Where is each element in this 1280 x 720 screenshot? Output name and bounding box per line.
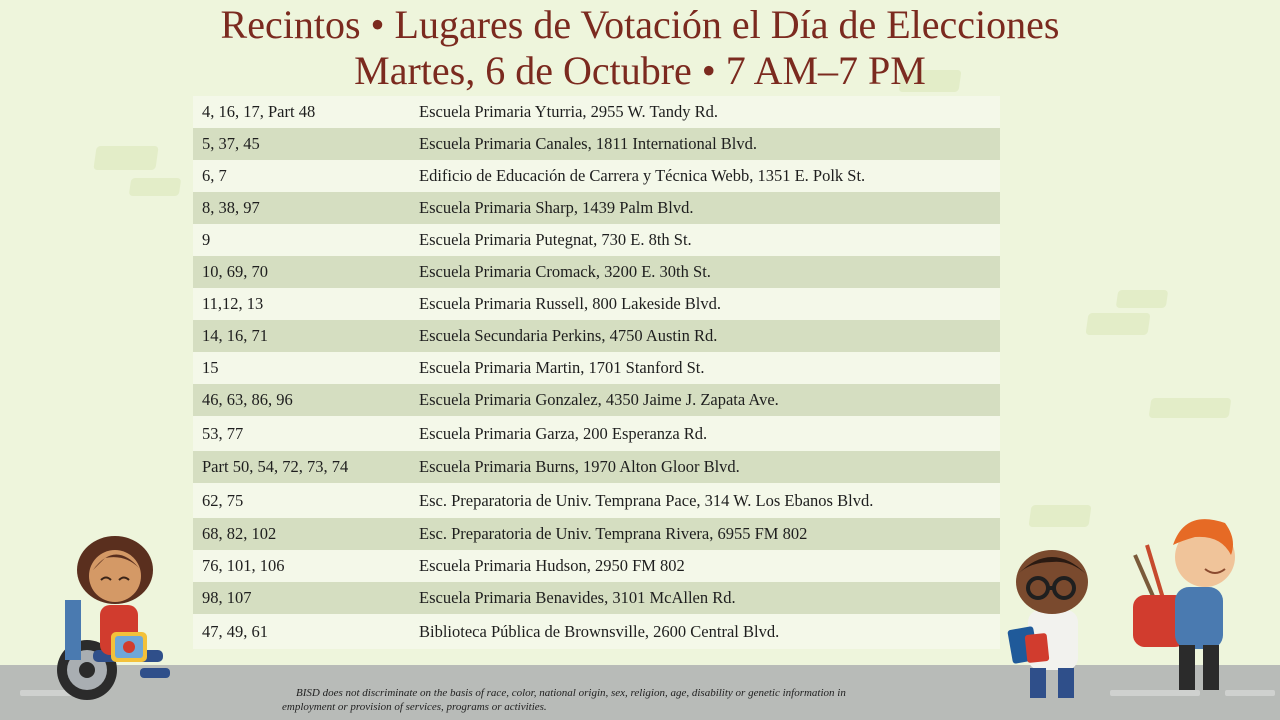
polling-location: Escuela Primaria Canales, 1811 International Blvd.: [410, 128, 1000, 160]
boy-with-backpack-icon: [1125, 515, 1245, 700]
polling-location: Esc. Preparatoria de Univ. Temprana Rivera, 6955 FM 802: [410, 518, 1000, 550]
polling-locations-table: [193, 96, 1000, 649]
table-row: [193, 483, 1000, 518]
table-row: [193, 384, 1000, 416]
precinct-numbers: 4, 16, 17, Part 48: [193, 96, 410, 128]
precinct-numbers: 68, 82, 102: [193, 518, 410, 550]
table-row: [193, 192, 1000, 224]
table-row: [193, 518, 1000, 550]
table-row: [193, 416, 1000, 451]
precinct-numbers: 14, 16, 71: [193, 320, 410, 352]
title-line-1: Recintos • Lugares de Votación el Día de Elecciones: [220, 2, 1060, 47]
disclaimer-line-2: employment or provision of services, programs or activities.: [282, 701, 547, 713]
disclaimer-line-1: BISD does not discriminate on the basis of race, color, national origin, sex, religion, age, disability or genetic information in: [296, 687, 846, 699]
background-brick: [1149, 398, 1232, 418]
background-brick: [1116, 290, 1169, 308]
precinct-numbers: 5, 37, 45: [193, 128, 410, 160]
precinct-numbers: 46, 63, 86, 96: [193, 384, 410, 416]
table-row: [193, 614, 1000, 649]
precinct-numbers: 53, 77: [193, 416, 410, 451]
polling-location: Escuela Primaria Benavides, 3101 McAllen Rd.: [410, 582, 1000, 614]
polling-location: Escuela Primaria Sharp, 1439 Palm Blvd.: [410, 192, 1000, 224]
precinct-numbers: 6, 7: [193, 160, 410, 192]
polling-location: Escuela Primaria Hudson, 2950 FM 802: [410, 550, 1000, 582]
polling-location: Escuela Primaria Gonzalez, 4350 Jaime J. Zapata Ave.: [410, 384, 1000, 416]
background-brick: [1085, 313, 1150, 335]
polling-location: Escuela Primaria Yturria, 2955 W. Tandy Rd.: [410, 96, 1000, 128]
page-title: [0, 2, 1280, 94]
table-row: [193, 160, 1000, 192]
background-brick: [129, 178, 182, 196]
precinct-numbers: 62, 75: [193, 483, 410, 518]
polling-location: Escuela Primaria Burns, 1970 Alton Gloor Blvd.: [410, 451, 1000, 483]
polling-location: Esc. Preparatoria de Univ. Temprana Pace, 314 W. Los Ebanos Blvd.: [410, 483, 1000, 518]
girl-in-wheelchair-icon: [45, 530, 190, 710]
table-row: [193, 256, 1000, 288]
table-row: [193, 320, 1000, 352]
polling-location: Biblioteca Pública de Brownsville, 2600 Central Blvd.: [410, 614, 1000, 649]
table-row: [193, 451, 1000, 483]
table-row: [193, 128, 1000, 160]
background-brick: [93, 146, 158, 170]
disclaimer: [282, 686, 982, 714]
polling-location: Escuela Primaria Putegnat, 730 E. 8th St.: [410, 224, 1000, 256]
polling-location: Escuela Primaria Martin, 1701 Stanford St.: [410, 352, 1000, 384]
precinct-numbers: 11,12, 13: [193, 288, 410, 320]
title-line-2: Martes, 6 de Octubre • 7 AM–7 PM: [354, 48, 926, 93]
precinct-numbers: Part 50, 54, 72, 73, 74: [193, 451, 410, 483]
precinct-numbers: 98, 107: [193, 582, 410, 614]
polling-location: Escuela Secundaria Perkins, 4750 Austin Rd.: [410, 320, 1000, 352]
precinct-numbers: 15: [193, 352, 410, 384]
polling-location: Escuela Primaria Cromack, 3200 E. 30th St.: [410, 256, 1000, 288]
table-row: [193, 288, 1000, 320]
polling-location: Edificio de Educación de Carrera y Técnica Webb, 1351 E. Polk St.: [410, 160, 1000, 192]
table-row: [193, 352, 1000, 384]
polling-location: Escuela Primaria Garza, 200 Esperanza Rd.: [410, 416, 1000, 451]
precinct-numbers: 10, 69, 70: [193, 256, 410, 288]
table-row: [193, 96, 1000, 128]
precinct-numbers: 8, 38, 97: [193, 192, 410, 224]
precinct-numbers: 76, 101, 106: [193, 550, 410, 582]
table-row: [193, 550, 1000, 582]
precinct-numbers: 47, 49, 61: [193, 614, 410, 649]
precinct-numbers: 9: [193, 224, 410, 256]
polling-location: Escuela Primaria Russell, 800 Lakeside Blvd.: [410, 288, 1000, 320]
table-row: [193, 582, 1000, 614]
boy-with-books-icon: [1000, 550, 1110, 710]
background-brick: [1028, 505, 1091, 527]
table-row: [193, 224, 1000, 256]
